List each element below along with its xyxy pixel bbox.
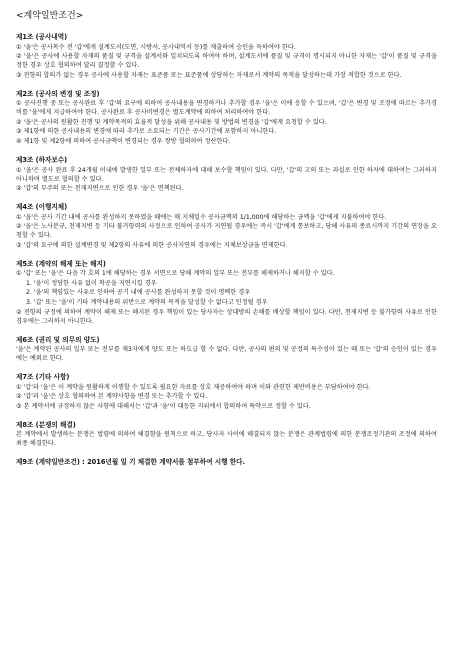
clause-paragraph: '을'은 계약된 공사의 일부 또는 전부를 제3자에게 양도 또는 하도급 할 수 없다. 다만, 공사의 편의 및 공정의 특수성이 있는 때 또는 '갑'의 승인이 있는 경우에는 예외로 한다. [16,346,437,363]
clause-section [16,336,437,365]
clause-paragraph: ② 전항의 규정에 의하여 계약이 해제 또는 해지된 경우 책임이 있는 당사자는 상대방의 손해를 배상할 책임이 있다. 다만, 천재지변 등 불가항력 사유로 인한 경우에는 그러하지 아니한다. [16,308,437,325]
clause-heading: 제7조 (기타 사항) [16,373,70,382]
sections-container [16,33,437,449]
clause-section [16,421,437,450]
clause-paragraph: 2. '을'의 책임있는 사유로 인하여 공기 내에 공사를 완성하지 못할 것이 명백한 경우 [26,289,251,297]
clause-paragraph: ③ '갑'의 요구에 의한 설계변경 및 제2항의 사유에 의한 공사지연의 경우에는 지체보상금을 면제한다. [16,241,288,249]
clause-paragraph: ③ 본 계약서에 규정하지 않은 사항에 대해서는 '갑'과 '을'이 대등한 지위에서 합의하여 특약으로 정할 수 있다. [16,402,311,410]
clause-heading: 제6조 (권리 및 의무의 양도) [16,335,100,344]
final-clause: 제9조 (계약일반조건) : 2016년월 일 기 체결한 계약서를 첨부하여 시행 한다. [16,458,246,467]
clause-heading: 제8조 (분쟁의 해결) [16,420,76,429]
clause-paragraph: ① '을'은 공사목수 전 '갑'에게 설계도서(도면, 시방서, 공사내역서 등)를 제출하여 승인을 득하여야 한다. [16,43,296,51]
clause-paragraph: 1. '을'이 정당한 사유 없이 착공을 지연시킬 경우 [26,279,157,287]
clause-paragraph: ② '갑'의 부주의 또는 천재지변으로 인한 경우 '을'은 면책된다. [16,185,184,193]
clause-section [16,373,437,412]
clause-paragraph: 3. '갑' 또는 '을'이 기타 계약내용의 위반으로 계약의 목적을 달성할 수 없다고 인정될 경우 [26,299,268,307]
clause-paragraph: ③ 전항의 합의가 없는 경우 공사에 사용할 자재는 표준품 또는 표준품에 상당하는 자재로서 계약의 목적을 달성하는데 가장 적합한 것으로 한다. [16,71,402,79]
clause-heading: 제5조 (계약의 해제 또는 해지) [16,259,106,268]
clause-paragraph: ② '갑'과 '을'은 상호 협의하여 본 계약사항을 변경 또는 추가할 수 있다. [16,393,208,401]
clause-paragraph: ① '을'은 공사 완료 후 24개월 이내에 발생한 일부 또는 전체하자에 대해 보수할 책임이 있다. 다만, '갑'의 고의 또는 과실로 인한 하자에 대하여는 그러하지 아니하며 별도로 협의할 수 있다. [16,166,437,183]
clause-paragraph: 본 계약에서 발생하는 분쟁은 법령에 의하여 해결함을 원칙으로 하고, 당사자 사이에 해결되지 않는 분쟁은 관계법령에 의한 분쟁조정기관의 조정에 의하여 최종 해결한다. [16,431,437,448]
clause-paragraph: ② '을'은 노사분규, 천재지변 등 기타 불가항력의 사정으로 인하여 공사가 지연될 경우에는 즉시 '갑'에게 통보하고, 당해 사유의 종료시까지 기간의 연장을 요청할 수 있다. [16,223,437,240]
document-title: <계약일반조건> [16,11,84,21]
clause-heading: 제2조 (공사의 변경 및 조정) [16,89,100,98]
clause-section [16,260,437,327]
clause-paragraph: ① '갑'과 '을'은 이 계약을 원활하게 이행할 수 있도록 필요한 자료를 상호 제공하여야 하며 이와 관련한 제반비용은 부담하여야 한다. [16,383,371,391]
clause-paragraph: ② '을'은 공사에 사용할 자재의 품질 및 규격을 설계서와 일치되도록 하여야 하며, 설계도서에 품질 및 규격이 명시되지 아니한 자재는 '갑'이 품질 및 규격을 정한 경우 상호 협의하여 달리 결정할 수 있다. [16,53,437,70]
clause-section [16,156,437,194]
clause-paragraph: ④ 제1항 및 제2항에 의하여 공사금액이 변경되는 경우 쌍방 협의하여 정산한다. [16,137,231,145]
clause-paragraph: ② '을'은 공사의 원활한 진행 및 계약목적의 효율적 달성을 위해 공사내용 및 방법의 변경을 '갑'에게 요청할 수 있다. [16,118,327,126]
clause-section [16,33,437,81]
clause-paragraph: ① 공사진행 중 또는 공사완료 후 '갑'의 요구에 의하여 공사내용을 변경하거나 추가할 경우 '을'은 이에 응할 수 있으며, '갑'은 변경 및 조정에 따르는 추가경비를 '을'에게 지급하여야 한다. 공사완료 후 공사비변경은 별도계약에 의하여 처리하여야 한다. [16,100,437,117]
clause-paragraph: ① '을'은 공사 기간 내에 공사를 완성하지 못하였을 때에는 매 지체일수 공사금액의 1/1,000에 해당하는 금액을 '갑'에게 지불하여야 한다. [16,213,387,221]
clause-paragraph: ① '갑' 또는 '을'은 다음 각 호의 1에 해당하는 경우 서면으로 당해 계약의 일부 또는 전부를 해제하거나 해지할 수 있다. [16,270,335,278]
clause-section [16,203,437,251]
clause-paragraph: ③ 제1항에 의한 공사내용의 변경에 따라 추가로 소요되는 기간은 공사기간에 포함하지 아니한다. [16,128,277,136]
clause-heading: 제3조 (하자보수) [16,155,68,164]
clause-heading: 제4조 (이행지체) [16,203,68,212]
clause-heading: 제1조 (공사내역) [16,33,68,42]
clause-section [16,90,437,147]
